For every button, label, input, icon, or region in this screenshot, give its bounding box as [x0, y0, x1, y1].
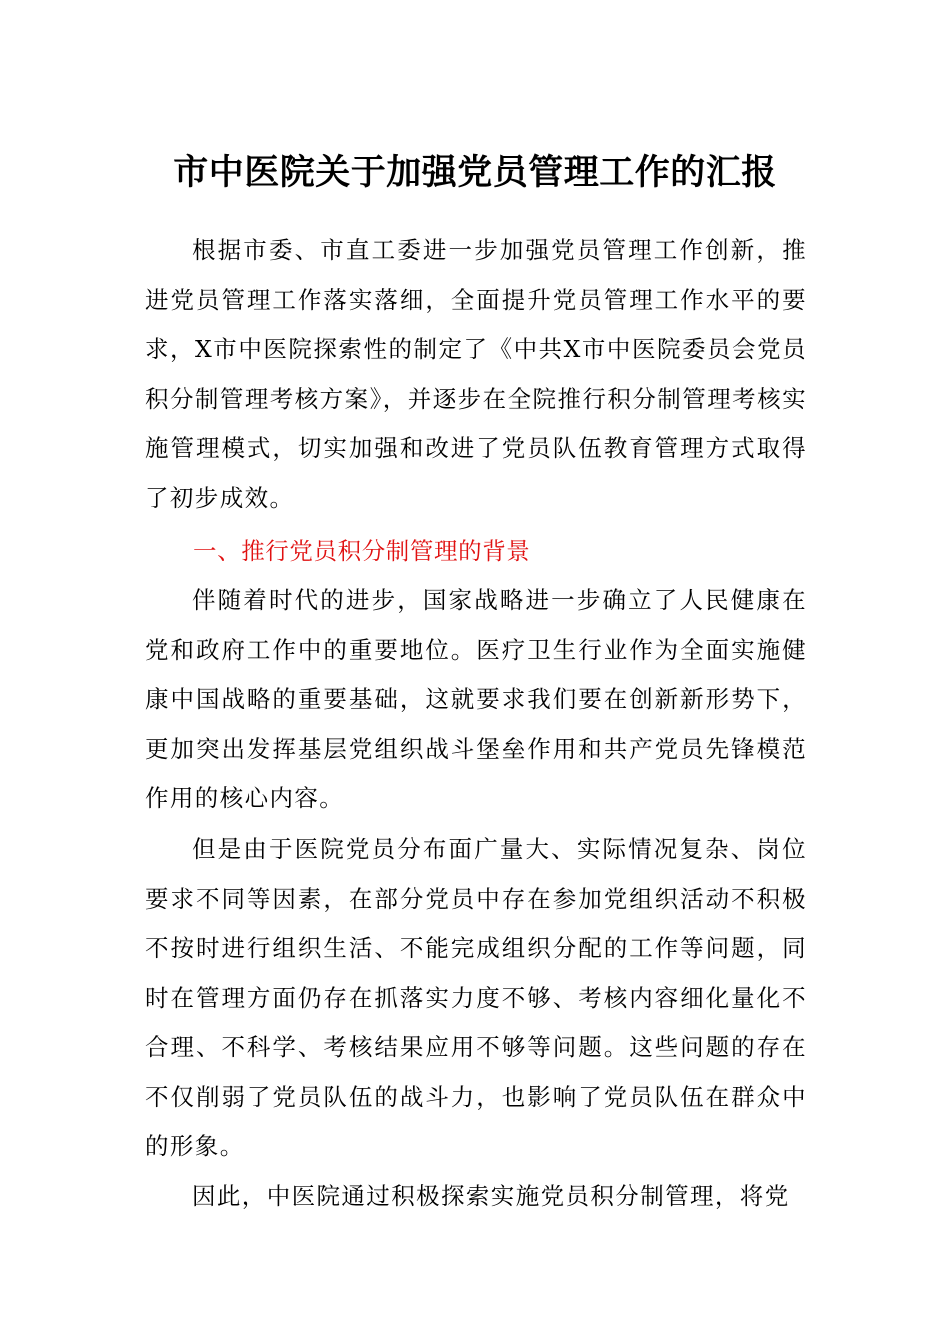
paragraph-background-1: 伴随着时代的进步，国家战略进一步确立了人民健康在党和政府工作中的重要地位。医疗卫生行业作为全面实施健康中国战略的重要基础，这就要求我们要在创新新形势下，更加突出发挥基层党组织战斗堡垒作用和共产党员先锋模范作用的核心内容。 [145, 586, 807, 812]
section-heading-background: 一、推行党员积分制管理的背景 [193, 537, 531, 565]
paragraph-background-3: 因此，中医院通过积极探索实施党员积分制管理，将党 [192, 1182, 790, 1210]
page-title: 市中医院关于加强党员管理工作的汇报 [173, 152, 777, 193]
paragraph-background-2: 但是由于医院党员分布面广量大、实际情况复杂、岗位要求不同等因素，在部分党员中存在参加党组织活动不积极不按时进行组织生活、不能完成组织分配的工作等问题，同时在管理方面仍存在抓落实力度不够、考核内容细化量化不合理、不科学、考核结果应用不够等问题。这些问题的存在不仅削弱了党员队伍的战斗力，也影响了党员队伍在群众中的形象。 [145, 835, 807, 1160]
paragraph-intro: 根据市委、市直工委进一步加强党员管理工作创新，推进党员管理工作落实落细，全面提升党员管理工作水平的要求，X市中医院探索性的制定了《中共X市中医院委员会党员积分制管理考核方案》，并逐步在全院推行积分制管理考核实施管理模式，切实加强和改进了党员队伍教育管理方式取得了初步成效。 [145, 236, 807, 512]
